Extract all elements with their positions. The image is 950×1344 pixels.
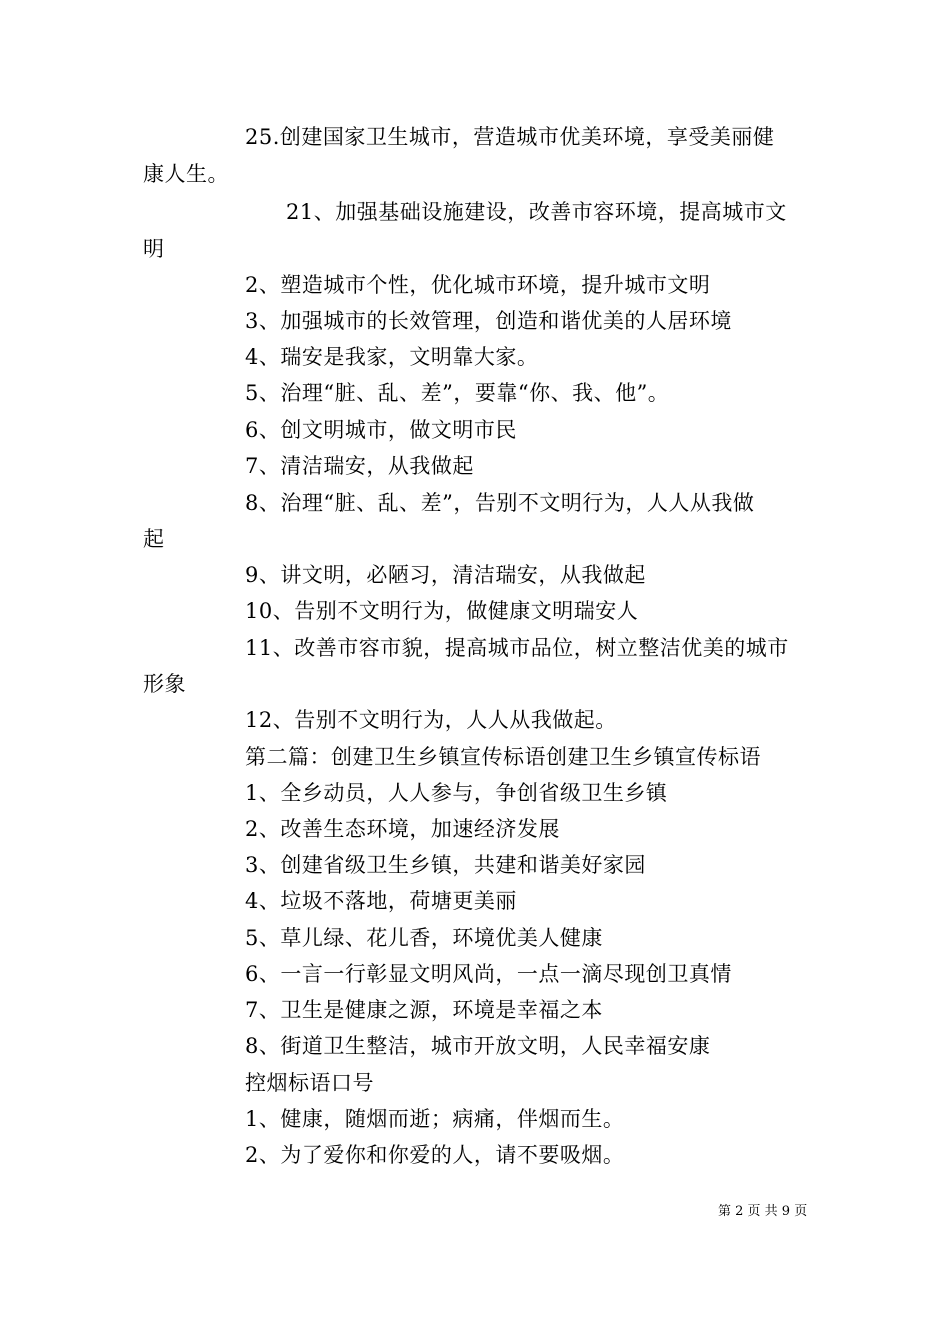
text-line: 2、塑造城市个性，优化城市环境，提升城市文明 [245,273,711,297]
text-line: 5、草儿绿、花儿香，环境优美人健康 [245,926,603,950]
text-line: 7、清洁瑞安，从我做起 [245,454,474,478]
text-line: 2、改善生态环境，加速经济发展 [245,817,560,841]
text-line: 7、卫生是健康之源，环境是幸福之本 [245,998,603,1022]
section-heading: 控烟标语口号 [245,1071,374,1095]
text-line: 10、告别不文明行为，做健康文明瑞安人 [245,599,639,623]
text-line: 9、讲文明，必陋习，清洁瑞安，从我做起 [245,563,646,587]
text-line: 3、创建省级卫生乡镇，共建和谐美好家园 [245,853,646,877]
text-line: 5、治理“脏、乱、差”，要靠“你、我、他”。 [245,381,670,405]
text-line: 6、一言一行彰显文明风尚，一点一滴尽现创卫真情 [245,962,732,986]
text-line: 形象 [143,672,186,696]
text-line: 21、加强基础设施建设，改善市容环境，提高城市文 [286,200,787,224]
text-line: 2、为了爱你和你爱的人，请不要吸烟。 [245,1143,625,1167]
text-line: 起 [143,527,165,551]
text-line: 明 [143,237,165,261]
text-line: 4、瑞安是我家，文明靠大家。 [245,345,539,369]
text-line: 11、改善市容市貌，提高城市品位，树立整洁优美的城市 [245,636,789,660]
text-line: 12、告别不文明行为，人人从我做起。 [245,708,617,732]
text-line: 6、创文明城市，做文明市民 [245,418,517,442]
text-line: 8、治理“脏、乱、差”，告别不文明行为，人人从我做 [245,491,755,515]
text-line: 8、街道卫生整洁，城市开放文明，人民幸福安康 [245,1034,711,1058]
text-line: 1、健康，随烟而逝；病痛，伴烟而生。 [245,1107,625,1131]
text-line: 25.创建国家卫生城市，营造城市优美环境，享受美丽健 [245,125,775,149]
text-line: 4、垃圾不落地，荷塘更美丽 [245,889,517,913]
text-line: 1、全乡动员，人人参与，争创省级卫生乡镇 [245,781,668,805]
page-number: 第 2 页 共 9 页 [718,1204,808,1219]
section-heading: 第二篇：创建卫生乡镇宣传标语创建卫生乡镇宣传标语 [245,745,761,769]
text-line: 康人生。 [143,162,229,186]
text-line: 3、加强城市的长效管理，创造和谐优美的人居环境 [245,309,732,333]
